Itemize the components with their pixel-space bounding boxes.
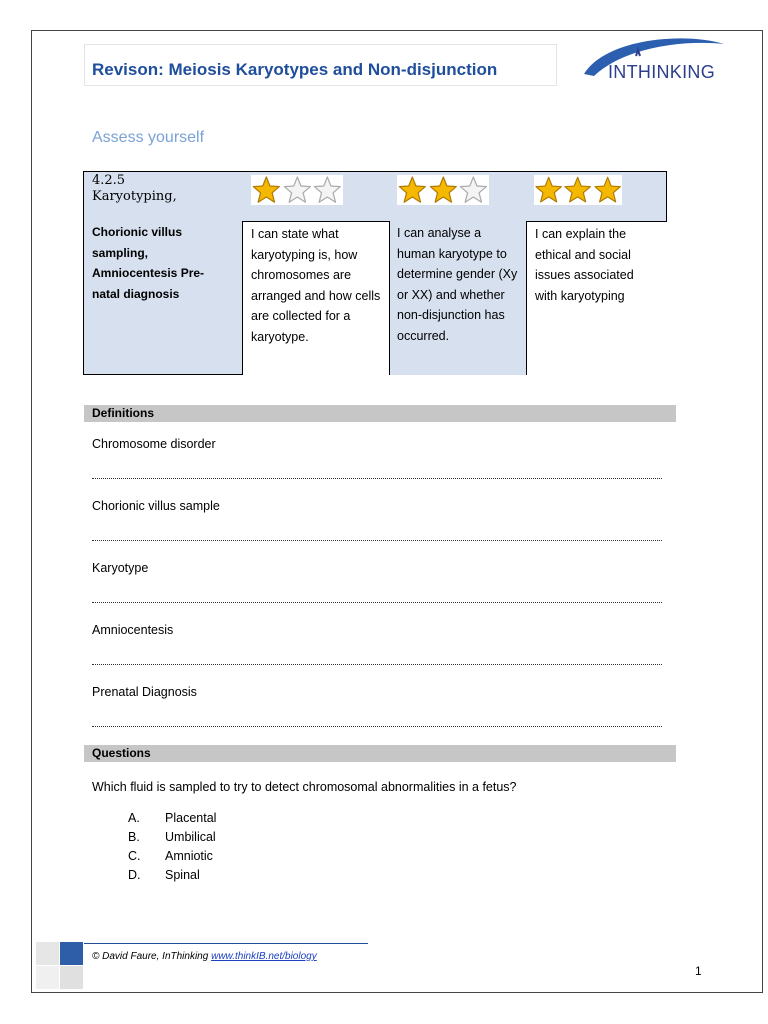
assessment-rubric: [83, 171, 667, 375]
option-text: Amniotic: [165, 849, 213, 863]
answer-line[interactable]: [92, 664, 662, 666]
filled-star-icon: [428, 175, 459, 205]
rating-three-stars: [534, 175, 622, 205]
document-title: Revison: Meiosis Karyotypes and Non-disjunction: [92, 60, 498, 79]
topic-code: 4.2.5: [92, 173, 126, 188]
answer-option[interactable]: [128, 811, 216, 825]
filled-star-icon: [251, 175, 282, 205]
inthinking-logo: [576, 36, 726, 86]
level-three-descriptor: I can explain the ethical and social issues associated with karyotyping: [526, 221, 667, 375]
empty-star-icon: [312, 175, 343, 205]
answer-option[interactable]: [128, 830, 216, 844]
definition-term: Chromosome disorder: [92, 437, 216, 451]
empty-star-icon: [282, 175, 313, 205]
rating-two-stars: [397, 175, 489, 205]
option-letter: A.: [128, 811, 140, 825]
definition-term: Karyotype: [92, 561, 149, 575]
footer-decoration-square: [36, 942, 59, 965]
option-letter: B.: [128, 830, 140, 844]
question-text: Which fluid is sampled to try to detect chromosomal abnormalities in a fetus?: [92, 780, 517, 794]
topic-description: Chorionic villus sampling, Amniocentesis Pre-natal diagnosis: [92, 225, 205, 301]
answer-line[interactable]: [92, 726, 662, 728]
footer-credit: [92, 951, 317, 962]
answer-option[interactable]: [128, 868, 200, 882]
topic-heading: [92, 173, 177, 205]
filled-star-icon: [397, 175, 428, 205]
option-letter: C.: [128, 849, 141, 863]
filled-star-icon: [593, 175, 622, 205]
footer-decoration-square: [36, 966, 59, 989]
rating-one-star: [251, 175, 343, 205]
definition-term: Prenatal Diagnosis: [92, 685, 197, 699]
option-text: Umbilical: [165, 830, 216, 844]
answer-option[interactable]: [128, 849, 213, 863]
answer-line[interactable]: [92, 478, 662, 480]
copyright-text: © David Faure, InThinking: [92, 951, 209, 962]
website-link[interactable]: www.thinkIB.net/biology: [211, 951, 317, 962]
page-number: 1: [695, 964, 702, 978]
questions-heading: Questions: [84, 745, 676, 762]
option-letter: D.: [128, 868, 141, 882]
filled-star-icon: [563, 175, 592, 205]
logo-text: INTHINKING: [608, 62, 716, 82]
footer-decoration-square: [60, 966, 83, 989]
answer-line[interactable]: [92, 602, 662, 604]
filled-star-icon: [534, 175, 563, 205]
footer-rule: [84, 943, 368, 944]
option-text: Placental: [165, 811, 217, 825]
level-one-descriptor: I can state what karyotyping is, how chromosomes are arranged and how cells are collected for a karyotype.: [242, 221, 390, 375]
definition-term: Amniocentesis: [92, 623, 174, 637]
option-text: Spinal: [165, 868, 200, 882]
answer-line[interactable]: [92, 540, 662, 542]
assess-heading: Assess yourself: [92, 129, 205, 146]
level-two-descriptor: I can analyse a human karyotype to determine gender (Xy or XX) and whether non-disjunction has occurred.: [390, 221, 527, 375]
topic-name: Karyotyping,: [92, 189, 177, 204]
definition-term: Chorionic villus sample: [92, 499, 220, 513]
empty-star-icon: [458, 175, 489, 205]
footer-decoration-square: [60, 942, 83, 965]
definitions-heading: Definitions: [84, 405, 676, 422]
